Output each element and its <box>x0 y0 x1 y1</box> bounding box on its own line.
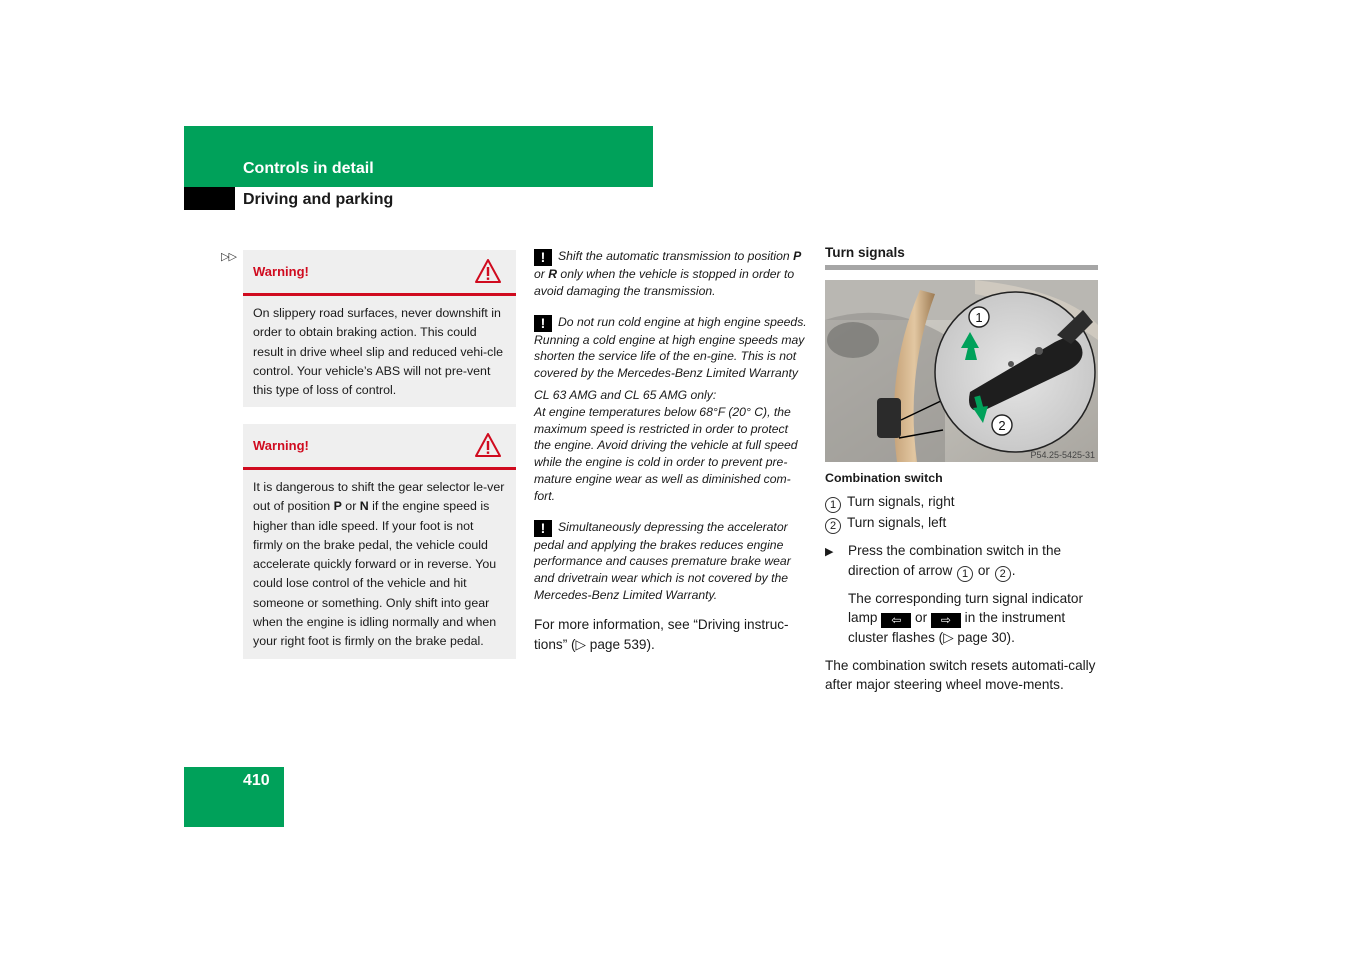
callout-number: 1 <box>825 497 841 513</box>
step-result <box>825 589 1098 648</box>
callout-1: 1 <box>975 310 983 325</box>
note-text: Do not run cold engine at high engine speeds. Running a cold engine at high engine speeds may shorten the service life of the en-gine. This is not covered by the Mercedes-Benz Limited Warranty <box>534 314 807 381</box>
warning-triangle-icon <box>475 433 501 457</box>
warning-text-part: or <box>341 499 360 514</box>
note-text: Shift the automatic transmission to position <box>558 249 794 263</box>
callout-2: 2 <box>998 418 1006 433</box>
result-text: The corresponding turn signal indicator lamp <box>848 590 1084 625</box>
callout-number: 2 <box>825 518 841 534</box>
result-text: in the instrument cluster flashes (▷ page 30). <box>848 610 1066 645</box>
callout-number: 2 <box>995 566 1011 582</box>
warning-box-2 <box>243 424 516 659</box>
reset-note: The combination switch resets automati-cally after major steering wheel move-ments. <box>825 657 1096 692</box>
warning-header <box>243 250 516 296</box>
note-amg <box>534 387 808 505</box>
subsection-title: Driving and parking <box>243 191 394 208</box>
warning-text-part: It is dangerous to shift the gear selector le-ver out of position <box>253 480 505 514</box>
callout-number: 1 <box>957 566 973 582</box>
exclamation-icon: ! <box>534 315 552 332</box>
warning-title: Warning! <box>253 264 309 279</box>
legend-text: Turn signals, right <box>847 494 955 509</box>
note-cold-engine <box>534 314 808 382</box>
continued-marker: ▷▷ <box>221 251 236 263</box>
notes-column <box>534 248 808 655</box>
combination-switch-photo <box>825 280 1098 462</box>
turn-signals-title: Turn signals <box>825 245 1098 270</box>
gear-n: N <box>359 499 369 514</box>
note-text: Simultaneously depressing the accelerator pedal and applying the brakes reduces engine performance and causes premature brake wear and drivetrain wear which is not covered by the Mercedes-Benz Limited Warranty. <box>534 519 791 602</box>
warning-text <box>243 470 516 659</box>
note-text: At engine temperatures below 68°F (20° C), the maximum speed is restricted in order to protect the engine. Avoid driving the vehicle at full speed while the engine is cold in order to prevent pre-mature engine wear as well as diminished com-fort. <box>534 404 798 503</box>
right-turn-lamp-icon: ⇨ <box>931 613 961 628</box>
step-text: . <box>1011 562 1016 578</box>
legend-item <box>825 492 1098 513</box>
step-text: or <box>974 562 994 578</box>
page-number: 410 <box>243 772 270 789</box>
turn-signals-column <box>825 245 1098 695</box>
photo-code: P54.25-5425-31 <box>1030 450 1095 460</box>
legend-list <box>825 492 1098 534</box>
note-pedals <box>534 519 808 604</box>
warning-header <box>243 424 516 470</box>
left-turn-lamp-icon: ⇦ <box>881 613 911 628</box>
warning-triangle-icon <box>475 259 501 283</box>
gear-r: R <box>548 267 558 281</box>
step-text: Press the combination switch in the direction of arrow <box>848 543 1062 578</box>
section-title: Controls in detail <box>243 160 374 177</box>
warning-text: On slippery road surfaces, never downshift in order to obtain braking action. This could result in drive wheel slip and reduced vehi-cle control. Your vehicle’s ABS will not pre-vent this type of loss of control. <box>253 306 504 398</box>
exclamation-icon: ! <box>534 249 552 266</box>
warning-box-1 <box>243 250 516 407</box>
step-arrow-icon: ▶ <box>825 546 834 558</box>
exclamation-icon: ! <box>534 520 552 537</box>
combination-switch-illustration <box>825 280 1098 462</box>
more-info-text: For more information, see “Driving instruc-tions” (▷ page 539). <box>534 616 789 652</box>
gear-p: P <box>793 249 802 263</box>
note-text: only when the vehicle is stopped in order to avoid damaging the transmission. <box>534 267 795 298</box>
legend-text: Turn signals, left <box>847 515 947 530</box>
warning-title: Warning! <box>253 438 309 453</box>
note-text: or <box>534 267 549 281</box>
warning-text-part: if the engine speed is higher than idle speed. If your foot is not firmly on the brake pedal, the vehicle could accelerate quickly forward or in reverse. You could lose control of the vehicle and hit someone or something. Only shift into gear when the engine is idling normally and when your right foot is firmly on the brake pedal. <box>253 499 497 649</box>
gear-p: P <box>333 499 342 514</box>
result-text: or <box>911 610 931 625</box>
photo-caption: Combination switch <box>825 471 943 485</box>
subheader-marker <box>184 187 235 210</box>
instruction-step <box>825 541 1098 582</box>
note-subhead: CL 63 AMG and CL 65 AMG only: <box>534 387 717 402</box>
note-transmission <box>534 248 808 300</box>
legend-item <box>825 513 1098 534</box>
